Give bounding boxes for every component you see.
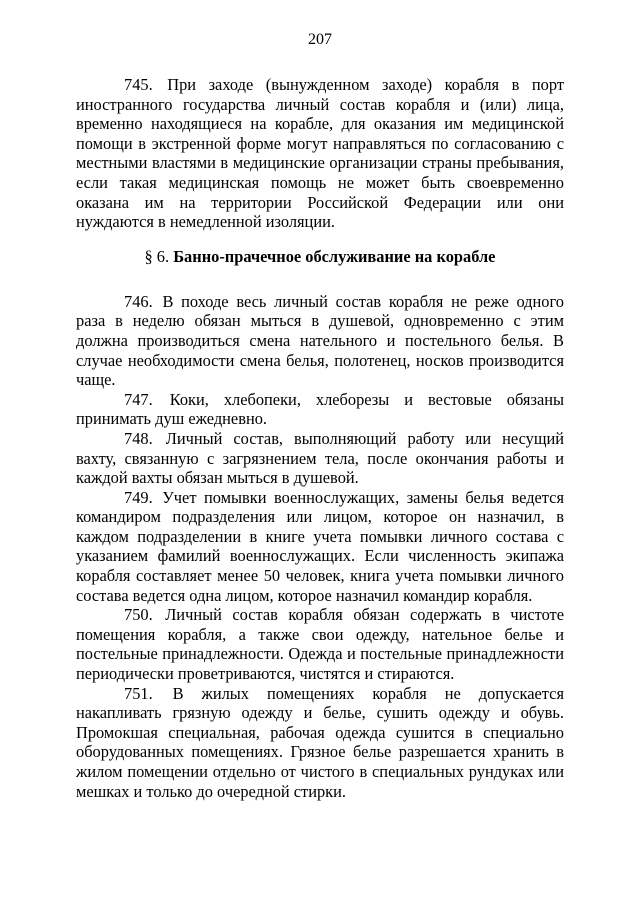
paragraph-number: 745. [124, 75, 153, 94]
page-number: 207 [308, 31, 332, 48]
paragraph-text: При заходе (вынужденном заходе) корабля в порт иностранного государства личный состав корабля и (или) лица, временно находящиеся на корабле, для оказания им медицинской помощи в экстренной форме могут направляться по согласованию с местными властями в медицинские организации страны пребывания, если такая медицинская помощь не может быть своевременно оказана им на территории Российской Федерации или они нуждаются в немедленной изоляции. [76, 75, 564, 232]
paragraph-747 [76, 390, 564, 429]
paragraph-text: В жилых помещениях корабля не допускается накапливать грязную одежду и белье, сушить одежду и обувь. Промокшая специальная, рабочая одежда сушится в специально оборудованных помещениях. Грязное белье разрешается хранить в жилом помещении отдельно от чистого в специальных рундуках или мешках и только до очередной стирки. [76, 683, 564, 801]
paragraph-748 [76, 429, 564, 488]
paragraph-text: В походе весь личный состав корабля не реже одного раза в неделю обязан мыться в душевой, одновременно с этим должна производиться смена нательного и постельного белья. В случае необходимости смена белья, полотенец, носков производится чаще. [76, 291, 564, 390]
paragraph-746 [76, 292, 564, 390]
section-heading [76, 247, 564, 267]
paragraph-number: 748. [124, 428, 153, 448]
paragraph-number: 747. [124, 389, 153, 409]
paragraph-text: Личный состав, выполняющий работу или несущий вахту, связанную с загрязнением тела, после окончания работы и каждой вахты обязан мыться в душевой. [76, 428, 564, 488]
section-sign: § 6. [144, 246, 170, 266]
paragraph-number: 750. [124, 605, 153, 625]
paragraph-750 [76, 605, 564, 683]
paragraph-number: 751. [124, 683, 153, 703]
paragraph-749 [76, 488, 564, 606]
paragraph-text: Личный состав корабля обязан содержать в чистоте помещения корабля, а также свои одежду, нательное белье и постельные принадлежности. Одежда и постельные принадлежности периодически проветриваются, чистятся и стираются. [76, 605, 564, 684]
paragraph-text: Учет помывки военнослужащих, замены белья ведется командиром подразделения или лицом, которое он назначил, в каждом подразделении в книге учета помывки личного состава с указанием фамилий военнослужащих. Если численность экипажа корабля составляет менее 50 человек, книга учета помывки личного состава ведется одна лицом, которое назначил командир корабля. [76, 487, 564, 605]
document-body [76, 75, 564, 801]
paragraph-751 [76, 684, 564, 802]
section-title: Банно-прачечное обслуживание на корабле [173, 246, 496, 266]
paragraph-number: 746. [124, 291, 153, 311]
paragraph-745 [76, 75, 564, 232]
paragraph-text: Коки, хлебопеки, хлеборезы и вестовые обязаны принимать душ ежедневно. [76, 389, 564, 429]
paragraph-number: 749. [124, 487, 153, 507]
